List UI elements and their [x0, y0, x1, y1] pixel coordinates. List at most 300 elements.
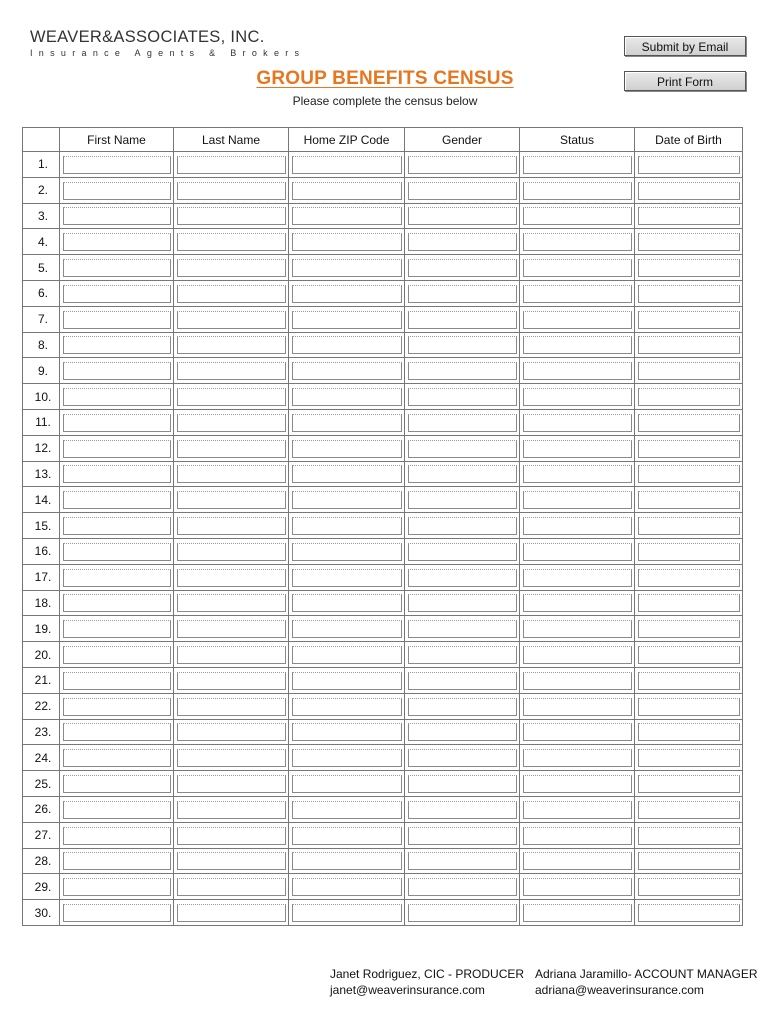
home-zip-code-input[interactable] [292, 207, 402, 225]
date-of-birth-input[interactable] [638, 827, 740, 845]
census-cell [174, 874, 289, 900]
date-of-birth-input[interactable] [638, 336, 740, 354]
census-cell [60, 900, 174, 926]
census-cell [520, 461, 635, 487]
last-name-input[interactable] [177, 285, 286, 303]
row-number: 25. [23, 771, 60, 797]
home-zip-code-input[interactable] [292, 723, 402, 741]
last-name-input[interactable] [177, 259, 286, 277]
census-row [23, 461, 743, 487]
column-header-number [23, 128, 60, 152]
last-name-input[interactable] [177, 207, 286, 225]
census-cell [289, 796, 405, 822]
last-name-input[interactable] [177, 698, 286, 716]
first-name-input[interactable] [63, 620, 171, 638]
census-row [23, 203, 743, 229]
gender-input[interactable] [408, 827, 517, 845]
first-name-input[interactable] [63, 801, 171, 819]
last-name-input[interactable] [177, 491, 286, 509]
gender-input[interactable] [408, 646, 517, 664]
gender-input[interactable] [408, 594, 517, 612]
census-cell [174, 409, 289, 435]
census-cell [60, 874, 174, 900]
date-of-birth-input[interactable] [638, 414, 740, 432]
census-cell [635, 255, 743, 281]
gender-input[interactable] [408, 698, 517, 716]
census-cell [289, 487, 405, 513]
first-name-input[interactable] [63, 698, 171, 716]
census-row [23, 487, 743, 513]
status-input[interactable] [523, 311, 632, 329]
census-cell [289, 152, 405, 178]
gender-input[interactable] [408, 207, 517, 225]
census-row [23, 796, 743, 822]
last-name-input[interactable] [177, 388, 286, 406]
row-number: 10. [23, 384, 60, 410]
census-cell [289, 642, 405, 668]
census-row [23, 409, 743, 435]
census-row [23, 693, 743, 719]
gender-input[interactable] [408, 156, 517, 174]
home-zip-code-input[interactable] [292, 440, 402, 458]
gender-input[interactable] [408, 182, 517, 200]
first-name-input[interactable] [63, 904, 171, 922]
status-input[interactable] [523, 569, 632, 587]
last-name-input[interactable] [177, 517, 286, 535]
census-cell [520, 358, 635, 384]
date-of-birth-input[interactable] [638, 311, 740, 329]
date-of-birth-input[interactable] [638, 207, 740, 225]
census-cell [520, 590, 635, 616]
status-input[interactable] [523, 827, 632, 845]
last-name-input[interactable] [177, 336, 286, 354]
status-input[interactable] [523, 543, 632, 561]
census-cell [289, 229, 405, 255]
first-name-input[interactable] [63, 672, 171, 690]
census-row [23, 177, 743, 203]
home-zip-code-input[interactable] [292, 182, 402, 200]
status-input[interactable] [523, 414, 632, 432]
census-cell [174, 306, 289, 332]
census-row [23, 719, 743, 745]
last-name-input[interactable] [177, 878, 286, 896]
first-name-input[interactable] [63, 259, 171, 277]
date-of-birth-input[interactable] [638, 388, 740, 406]
home-zip-code-input[interactable] [292, 517, 402, 535]
census-row [23, 616, 743, 642]
gender-input[interactable] [408, 388, 517, 406]
census-cell [405, 513, 520, 539]
census-row [23, 900, 743, 926]
status-input[interactable] [523, 646, 632, 664]
status-input[interactable] [523, 852, 632, 870]
row-number: 7. [23, 306, 60, 332]
last-name-input[interactable] [177, 311, 286, 329]
date-of-birth-input[interactable] [638, 878, 740, 896]
gender-input[interactable] [408, 259, 517, 277]
date-of-birth-input[interactable] [638, 491, 740, 509]
last-name-input[interactable] [177, 646, 286, 664]
home-zip-code-input[interactable] [292, 388, 402, 406]
home-zip-code-input[interactable] [292, 672, 402, 690]
census-cell [289, 177, 405, 203]
census-cell [520, 667, 635, 693]
census-cell [405, 358, 520, 384]
census-cell [174, 461, 289, 487]
census-cell [289, 822, 405, 848]
first-name-input[interactable] [63, 852, 171, 870]
last-name-input[interactable] [177, 465, 286, 483]
census-cell [635, 177, 743, 203]
row-number: 30. [23, 900, 60, 926]
census-cell [174, 487, 289, 513]
home-zip-code-input[interactable] [292, 259, 402, 277]
census-cell [60, 435, 174, 461]
home-zip-code-input[interactable] [292, 852, 402, 870]
status-input[interactable] [523, 362, 632, 380]
status-input[interactable] [523, 207, 632, 225]
row-number: 5. [23, 255, 60, 281]
last-name-input[interactable] [177, 543, 286, 561]
census-cell [60, 590, 174, 616]
census-cell [520, 874, 635, 900]
gender-input[interactable] [408, 749, 517, 767]
status-input[interactable] [523, 182, 632, 200]
date-of-birth-input[interactable] [638, 672, 740, 690]
census-cell [520, 384, 635, 410]
home-zip-code-input[interactable] [292, 156, 402, 174]
census-cell [289, 409, 405, 435]
census-cell [174, 152, 289, 178]
gender-input[interactable] [408, 775, 517, 793]
status-input[interactable] [523, 259, 632, 277]
first-name-input[interactable] [63, 827, 171, 845]
census-cell [520, 203, 635, 229]
status-input[interactable] [523, 285, 632, 303]
census-cell [405, 384, 520, 410]
date-of-birth-input[interactable] [638, 233, 740, 251]
date-of-birth-input[interactable] [638, 569, 740, 587]
row-number: 24. [23, 745, 60, 771]
first-name-input[interactable] [63, 878, 171, 896]
census-row [23, 332, 743, 358]
first-name-input[interactable] [63, 207, 171, 225]
first-name-input[interactable] [63, 440, 171, 458]
gender-input[interactable] [408, 336, 517, 354]
census-row [23, 384, 743, 410]
census-cell [174, 900, 289, 926]
date-of-birth-input[interactable] [638, 775, 740, 793]
census-cell [520, 152, 635, 178]
last-name-input[interactable] [177, 620, 286, 638]
census-cell [174, 796, 289, 822]
census-cell [174, 435, 289, 461]
census-cell [635, 461, 743, 487]
home-zip-code-input[interactable] [292, 801, 402, 819]
date-of-birth-input[interactable] [638, 543, 740, 561]
first-name-input[interactable] [63, 465, 171, 483]
status-input[interactable] [523, 594, 632, 612]
census-cell [289, 745, 405, 771]
gender-input[interactable] [408, 801, 517, 819]
gender-input[interactable] [408, 723, 517, 741]
status-input[interactable] [523, 620, 632, 638]
form-subtitle: Please complete the census below [292, 94, 478, 108]
first-name-input[interactable] [63, 569, 171, 587]
row-number: 1. [23, 152, 60, 178]
census-cell [635, 564, 743, 590]
last-name-input[interactable] [177, 569, 286, 587]
census-row [23, 590, 743, 616]
last-name-input[interactable] [177, 594, 286, 612]
date-of-birth-input[interactable] [638, 852, 740, 870]
gender-input[interactable] [408, 414, 517, 432]
date-of-birth-input[interactable] [638, 517, 740, 535]
status-input[interactable] [523, 749, 632, 767]
gender-input[interactable] [408, 311, 517, 329]
date-of-birth-input[interactable] [638, 904, 740, 922]
home-zip-code-input[interactable] [292, 414, 402, 432]
home-zip-code-input[interactable] [292, 465, 402, 483]
first-name-input[interactable] [63, 362, 171, 380]
last-name-input[interactable] [177, 801, 286, 819]
gender-input[interactable] [408, 543, 517, 561]
home-zip-code-input[interactable] [292, 904, 402, 922]
first-name-input[interactable] [63, 594, 171, 612]
census-cell [60, 255, 174, 281]
account-manager-contact [535, 966, 758, 998]
census-header-row [23, 128, 743, 152]
census-cell [174, 358, 289, 384]
first-name-input[interactable] [63, 491, 171, 509]
census-cell [635, 306, 743, 332]
gender-input[interactable] [408, 672, 517, 690]
census-cell [520, 616, 635, 642]
census-cell [289, 848, 405, 874]
last-name-input[interactable] [177, 233, 286, 251]
census-cell [174, 229, 289, 255]
first-name-input[interactable] [63, 749, 171, 767]
status-input[interactable] [523, 336, 632, 354]
census-cell [289, 771, 405, 797]
census-cell [405, 745, 520, 771]
last-name-input[interactable] [177, 182, 286, 200]
census-cell [635, 796, 743, 822]
row-number: 23. [23, 719, 60, 745]
census-cell [635, 384, 743, 410]
home-zip-code-input[interactable] [292, 698, 402, 716]
first-name-input[interactable] [63, 646, 171, 664]
gender-input[interactable] [408, 517, 517, 535]
first-name-input[interactable] [63, 388, 171, 406]
first-name-input[interactable] [63, 336, 171, 354]
status-input[interactable] [523, 723, 632, 741]
first-name-input[interactable] [63, 517, 171, 535]
column-header-first-name: First Name [60, 128, 174, 152]
date-of-birth-input[interactable] [638, 620, 740, 638]
census-cell [520, 513, 635, 539]
census-cell [289, 461, 405, 487]
census-cell [635, 822, 743, 848]
date-of-birth-input[interactable] [638, 749, 740, 767]
date-of-birth-input[interactable] [638, 594, 740, 612]
home-zip-code-input[interactable] [292, 543, 402, 561]
census-cell [60, 796, 174, 822]
gender-input[interactable] [408, 440, 517, 458]
last-name-input[interactable] [177, 672, 286, 690]
census-cell [520, 435, 635, 461]
census-cell [60, 693, 174, 719]
account-manager-name: Adriana Jaramillo- ACCOUNT MANAGER [535, 967, 758, 981]
gender-input[interactable] [408, 362, 517, 380]
gender-input[interactable] [408, 233, 517, 251]
census-cell [289, 693, 405, 719]
status-input[interactable] [523, 440, 632, 458]
census-cell [289, 280, 405, 306]
gender-input[interactable] [408, 569, 517, 587]
first-name-input[interactable] [63, 311, 171, 329]
home-zip-code-input[interactable] [292, 775, 402, 793]
last-name-input[interactable] [177, 362, 286, 380]
row-number: 19. [23, 616, 60, 642]
census-cell [520, 900, 635, 926]
status-input[interactable] [523, 878, 632, 896]
home-zip-code-input[interactable] [292, 594, 402, 612]
census-row [23, 874, 743, 900]
census-cell [635, 513, 743, 539]
census-cell [405, 332, 520, 358]
first-name-input[interactable] [63, 233, 171, 251]
gender-input[interactable] [408, 465, 517, 483]
home-zip-code-input[interactable] [292, 362, 402, 380]
status-input[interactable] [523, 156, 632, 174]
producer-contact [330, 966, 524, 998]
census-cell [635, 900, 743, 926]
date-of-birth-input[interactable] [638, 182, 740, 200]
first-name-input[interactable] [63, 723, 171, 741]
gender-input[interactable] [408, 491, 517, 509]
census-cell [520, 564, 635, 590]
census-cell [520, 487, 635, 513]
gender-input[interactable] [408, 285, 517, 303]
status-input[interactable] [523, 233, 632, 251]
census-cell [635, 590, 743, 616]
date-of-birth-input[interactable] [638, 362, 740, 380]
date-of-birth-input[interactable] [638, 156, 740, 174]
census-row [23, 745, 743, 771]
home-zip-code-input[interactable] [292, 646, 402, 664]
census-cell [405, 487, 520, 513]
census-cell [635, 874, 743, 900]
status-input[interactable] [523, 465, 632, 483]
home-zip-code-input[interactable] [292, 569, 402, 587]
status-input[interactable] [523, 388, 632, 406]
census-cell [60, 229, 174, 255]
census-cell [520, 306, 635, 332]
census-cell [635, 332, 743, 358]
last-name-input[interactable] [177, 440, 286, 458]
gender-input[interactable] [408, 620, 517, 638]
date-of-birth-input[interactable] [638, 801, 740, 819]
census-cell [174, 332, 289, 358]
census-cell [289, 358, 405, 384]
home-zip-code-input[interactable] [292, 285, 402, 303]
status-input[interactable] [523, 698, 632, 716]
status-input[interactable] [523, 904, 632, 922]
date-of-birth-input[interactable] [638, 259, 740, 277]
census-cell [60, 745, 174, 771]
producer-email[interactable]: janet@weaverinsurance.com [330, 983, 485, 997]
date-of-birth-input[interactable] [638, 723, 740, 741]
last-name-input[interactable] [177, 414, 286, 432]
census-cell [60, 384, 174, 410]
account-manager-email[interactable]: adriana@weaverinsurance.com [535, 983, 704, 997]
census-cell [405, 255, 520, 281]
home-zip-code-input[interactable] [292, 491, 402, 509]
status-input[interactable] [523, 801, 632, 819]
census-cell [289, 255, 405, 281]
census-row [23, 564, 743, 590]
census-cell [60, 848, 174, 874]
last-name-input[interactable] [177, 904, 286, 922]
home-zip-code-input[interactable] [292, 311, 402, 329]
date-of-birth-input[interactable] [638, 698, 740, 716]
home-zip-code-input[interactable] [292, 233, 402, 251]
date-of-birth-input[interactable] [638, 465, 740, 483]
status-input[interactable] [523, 517, 632, 535]
print-form-button[interactable]: Print Form [624, 71, 746, 91]
home-zip-code-input[interactable] [292, 827, 402, 845]
first-name-input[interactable] [63, 285, 171, 303]
submit-by-email-button[interactable]: Submit by Email [624, 36, 746, 56]
home-zip-code-input[interactable] [292, 336, 402, 354]
census-cell [635, 280, 743, 306]
first-name-input[interactable] [63, 182, 171, 200]
last-name-input[interactable] [177, 156, 286, 174]
last-name-input[interactable] [177, 775, 286, 793]
date-of-birth-input[interactable] [638, 440, 740, 458]
census-cell [635, 771, 743, 797]
home-zip-code-input[interactable] [292, 749, 402, 767]
first-name-input[interactable] [63, 543, 171, 561]
first-name-input[interactable] [63, 414, 171, 432]
date-of-birth-input[interactable] [638, 646, 740, 664]
last-name-input[interactable] [177, 749, 286, 767]
home-zip-code-input[interactable] [292, 620, 402, 638]
last-name-input[interactable] [177, 723, 286, 741]
last-name-input[interactable] [177, 827, 286, 845]
census-row [23, 667, 743, 693]
status-input[interactable] [523, 491, 632, 509]
gender-input[interactable] [408, 878, 517, 896]
census-cell [520, 719, 635, 745]
gender-input[interactable] [408, 904, 517, 922]
last-name-input[interactable] [177, 852, 286, 870]
status-input[interactable] [523, 775, 632, 793]
census-cell [635, 719, 743, 745]
first-name-input[interactable] [63, 775, 171, 793]
row-number: 22. [23, 693, 60, 719]
census-cell [60, 487, 174, 513]
date-of-birth-input[interactable] [638, 285, 740, 303]
census-cell [405, 771, 520, 797]
status-input[interactable] [523, 672, 632, 690]
home-zip-code-input[interactable] [292, 878, 402, 896]
census-cell [174, 745, 289, 771]
gender-input[interactable] [408, 852, 517, 870]
first-name-input[interactable] [63, 156, 171, 174]
census-cell [60, 280, 174, 306]
